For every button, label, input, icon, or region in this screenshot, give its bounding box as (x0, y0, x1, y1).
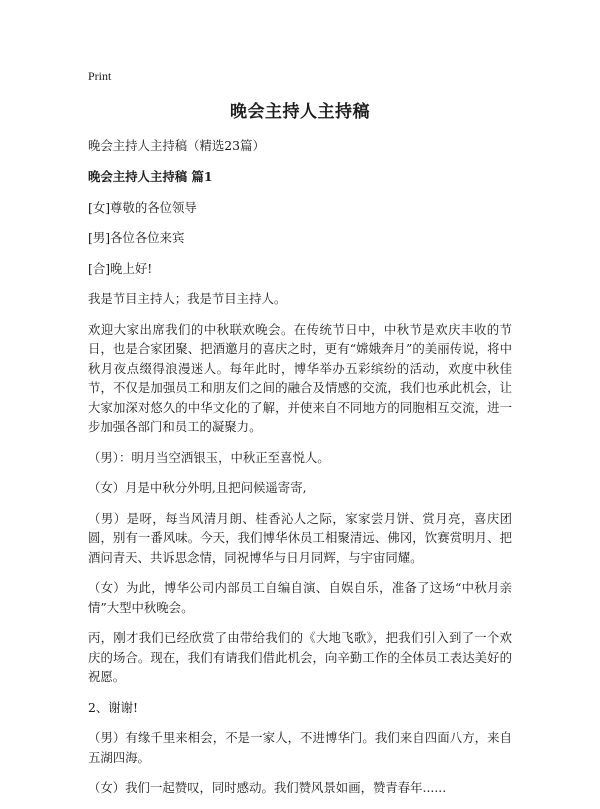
paragraph: 丙，刚才我们已经欣赏了由带给我们的《大地飞歌》，把我们引入到了一个欢庆的场合。现在，我们有请我们借此机会，向辛勤工作的全体员工表达美好的祝愿。 (88, 630, 512, 684)
paragraph: （女）我们一起赞叹，同时感动。我们赞风景如画，赞青春年...... (88, 780, 447, 795)
paragraph: （女）为此，博华公司内部员工自编自演、自娱自乐，准备了这场“中秋月亲情”大型中秋晚会。 (88, 580, 512, 615)
paragraph: （女）月是中秋分外明,且把问候遥寄寄, (88, 480, 307, 495)
print-link[interactable]: Print (88, 69, 112, 83)
section-heading: 晚会主持人主持稿 篇1 (88, 168, 213, 184)
document-title: 晚会主持人主持稿 (230, 102, 370, 122)
paragraph: 欢迎大家出席我们的中秋联欢晚会。在传统节日中，中秋节是欢庆丰收的节日，也是合家团聚、把酒邀月的喜庆之时，更有“嫦娥奔月”的美丽传说，将中秋月夜点缀得浪漫迷人。每年此时，博华举办五彩缤纷的活动，欢度中秋佳节，不仅是加强员工和朋友们之间的融合及情感的交流，我们也承此机会，让大家加深对悠久的中华文化的了解，并使来自不同地方的同胞相互交流，进一步加强各部门和员工的凝聚力。 (88, 321, 512, 434)
document-page (88, 68, 512, 809)
paragraph: （男）有缘千里来相会，不是一家人，不进博华门。我们来自四面八方，来自五湖四海。 (88, 730, 512, 765)
paragraph: 我是节目主持人；我是节目主持人。 (88, 291, 287, 306)
paragraph: [女]尊敬的各位领导 (88, 199, 197, 215)
paragraph: （男）是呀，每当风清月朗、桂香沁人之际，家家尝月饼、赏月亮，喜庆团圆，别有一番风味。今天，我们博华休员工相聚清远、佛冈，饮赛赏明月、把酒问青天、共诉思念情，同祝博华与日月同辉，与宇宙同耀。 (88, 510, 512, 565)
paragraph: 2、谢谢! (88, 699, 139, 715)
paragraph: [男]各位各位来宾 (88, 230, 185, 245)
paragraph: （男）：明月当空洒银玉，中秋正至喜悦人。 (88, 449, 330, 465)
paragraph: [合]晚上好! (88, 260, 153, 276)
document-subtitle: 晚会主持人主持稿（精选23篇） (88, 138, 265, 153)
